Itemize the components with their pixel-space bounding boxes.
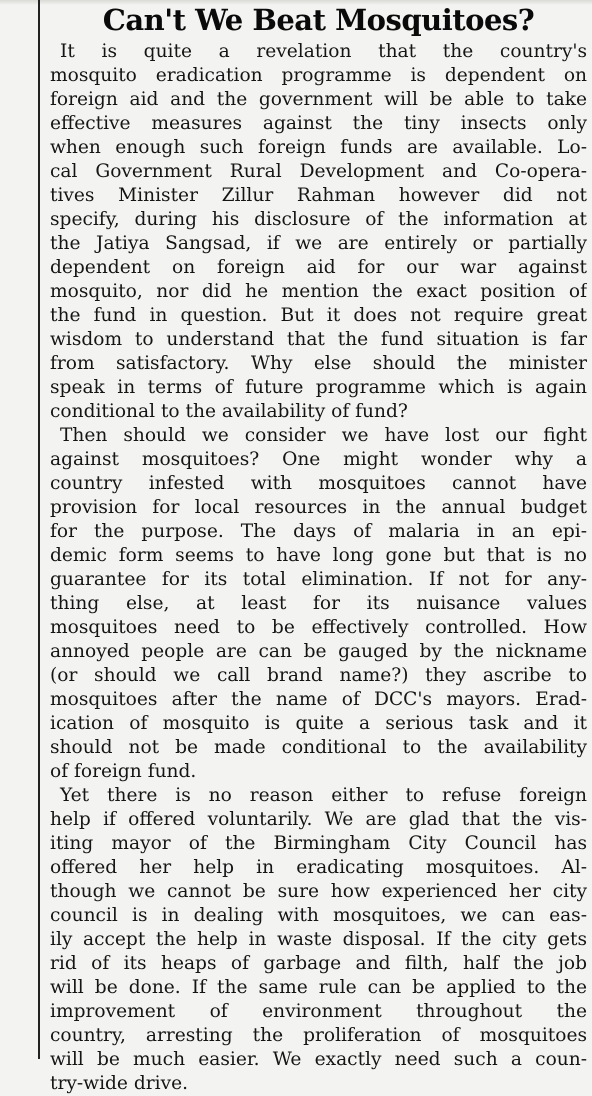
column-rule (38, 0, 40, 1059)
text-line: iting mayor of the Birmingham City Council has (50, 833, 587, 854)
text-line: council is in dealing with mosquitoes, we can eas- (50, 905, 587, 926)
text-line: rid of its heaps of garbage and filth, half the job (50, 953, 587, 974)
text-line: dependent on foreign aid for our war against (50, 257, 587, 278)
text-line: country infested with mosquitoes cannot have (50, 473, 587, 494)
text-line: the Jatiya Sangsad, if we are entirely or partially (50, 233, 587, 254)
text-line: (or should we call brand name?) they ascribe to (50, 665, 587, 686)
text-line: improvement of environment throughout the (50, 1001, 587, 1022)
text-line: of foreign fund. (50, 761, 197, 782)
text-line: though we cannot be sure how experienced her city (50, 881, 587, 902)
text-line: against mosquitoes? One might wonder why a (50, 449, 587, 470)
text-line: annoyed people are can be gauged by the nickname (50, 641, 587, 662)
text-line: specify, during his disclosure of the information at (50, 209, 587, 230)
text-line: Then should we consider we have lost our fight (60, 425, 587, 446)
text-line: wisdom to understand that the fund situation is far (50, 329, 587, 350)
article-headline: Can't We Beat Mosquitoes? (102, 3, 535, 37)
text-line: ication of mosquito is quite a serious task and it (50, 713, 587, 734)
text-line: mosquitoes after the name of DCC's mayors. Erad- (50, 689, 587, 710)
text-line: foreign aid and the government will be able to take (50, 89, 587, 110)
text-line: mosquito, nor did he mention the exact position of (50, 281, 587, 302)
text-line: for the purpose. The days of malaria in an epi- (50, 521, 587, 542)
text-line: demic form seems to have long gone but that is no (50, 545, 587, 566)
text-line: guarantee for its total elimination. If not for any- (50, 569, 587, 590)
text-line: ily accept the help in waste disposal. If the city gets (50, 929, 587, 950)
text-line: conditional to the availability of fund? (50, 401, 408, 422)
text-line: try-wide drive. (50, 1073, 188, 1094)
text-line: thing else, at least for its nuisance values (50, 593, 587, 614)
text-line: from satisfactory. Why else should the minister (50, 353, 587, 374)
paragraph (50, 40, 587, 424)
text-line: will be much easier. We exactly need such a coun- (50, 1049, 587, 1070)
text-line: offered her help in eradicating mosquitoes. Al- (50, 857, 587, 878)
next-article-headline-cropped (50, 1046, 587, 1059)
text-line: Yet there is no reason either to refuse foreign (60, 785, 587, 806)
text-line: country, arresting the proliferation of mosquitoes (50, 1025, 587, 1046)
text-line: It is quite a revelation that the country's (60, 41, 587, 62)
text-line: the fund in question. But it does not require great (50, 305, 587, 326)
text-line: effective measures against the tiny insects only (50, 113, 587, 134)
text-line: provision for local resources in the annual budget (50, 497, 587, 518)
text-line: help if offered voluntarily. We are glad that the vis- (50, 809, 587, 830)
article-body (50, 40, 587, 1096)
text-line: mosquito eradication programme is dependent on (50, 65, 587, 86)
editorial-article (50, 0, 587, 1094)
text-line: should not be made conditional to the availability (50, 737, 587, 758)
text-line: mosquitoes need to be effectively controlled. How (50, 617, 587, 638)
text-line: tives Minister Zillur Rahman however did not (50, 185, 587, 206)
paragraph (50, 424, 587, 784)
text-line: cal Government Rural Development and Co-opera- (50, 161, 587, 182)
text-line: speak in terms of future programme which is again (50, 377, 587, 398)
text-line: when enough such foreign funds are available. Lo- (50, 137, 587, 158)
text-line: will be done. If the same rule can be applied to the (50, 977, 587, 998)
